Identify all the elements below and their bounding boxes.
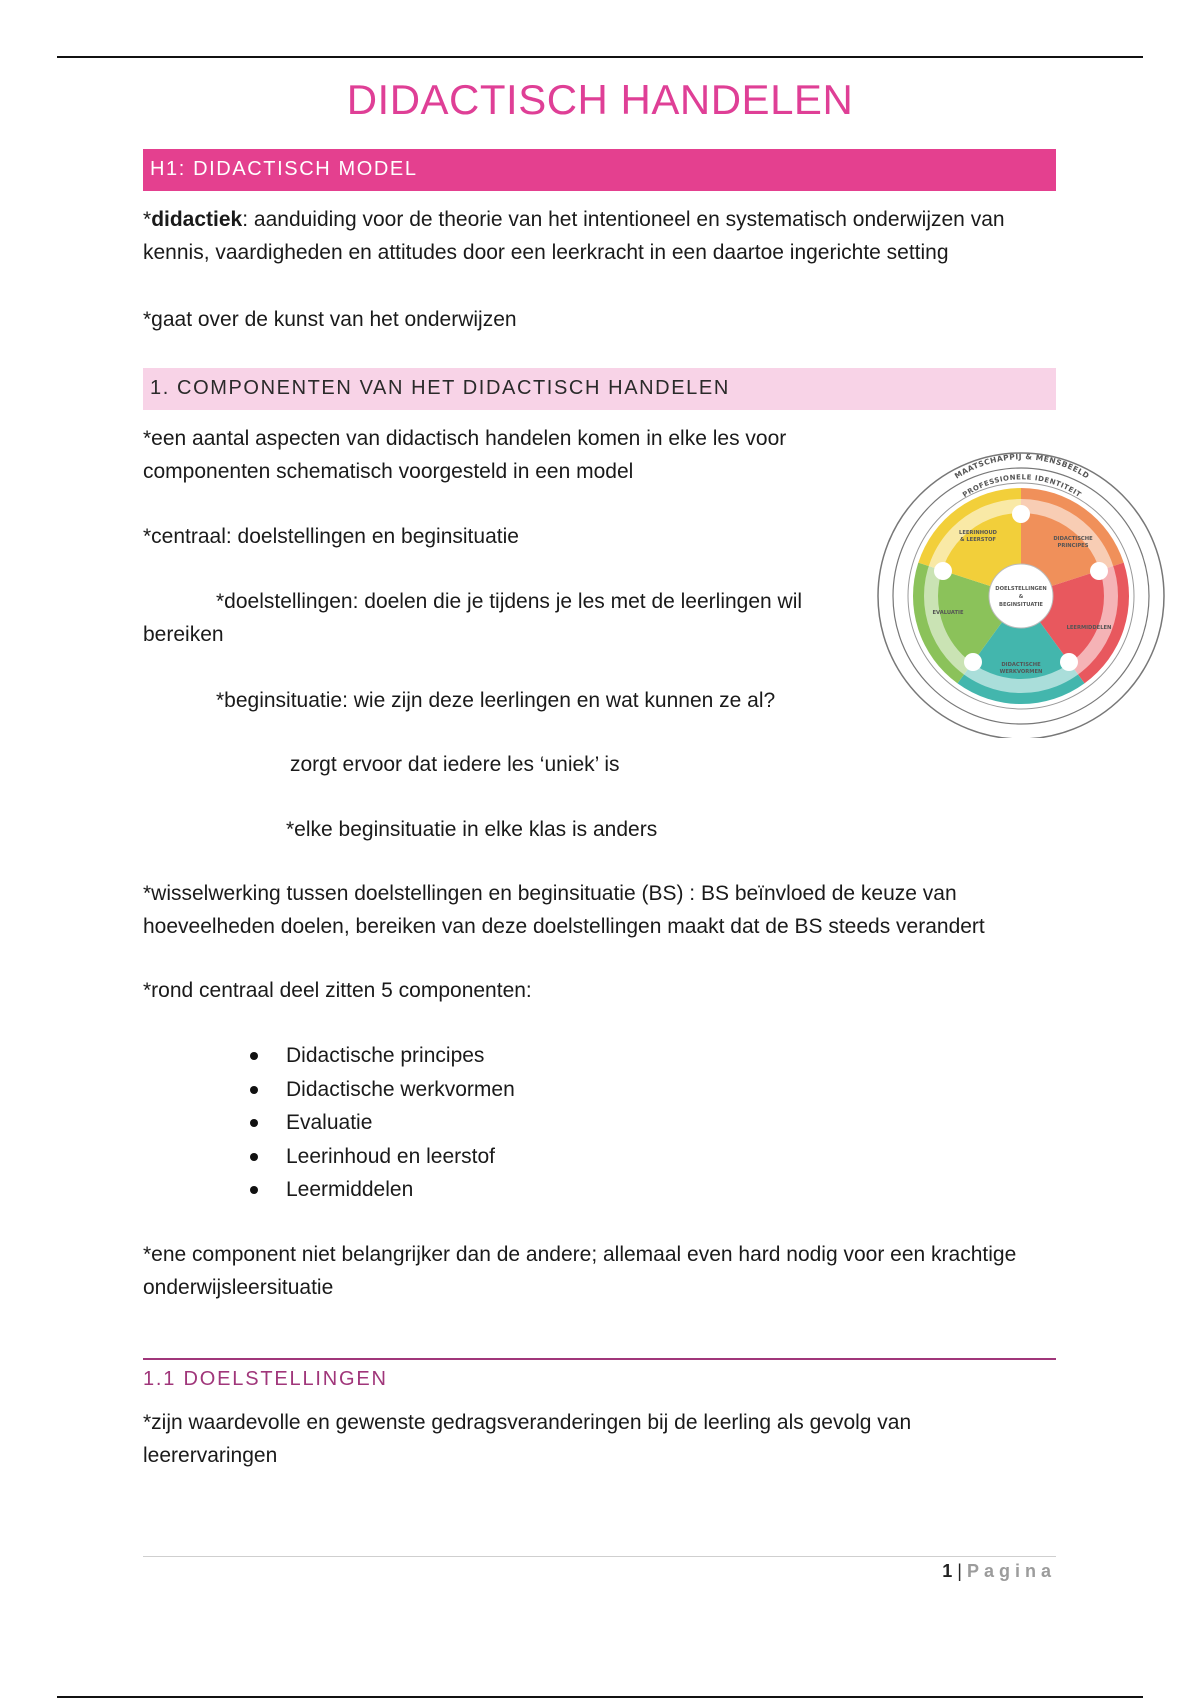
section-heading-components: 1. COMPONENTEN VAN HET DIDACTISCH HANDELEN [143,368,1056,410]
list-item: Evaluatie [238,1106,515,1140]
components-list [238,1039,515,1207]
definition-star: * [143,208,152,231]
page-number-value: 1 [942,1561,953,1581]
doelstellingen-paragraph-cont: bereiken [143,623,224,646]
bottom-rule [57,1696,1143,1698]
segment-label-leerinhoud-2: & LEERSTOF [960,537,996,543]
definition-text: : aanduiding voor de theorie van het intentioneel en systematisch onderwijzen van kennis, vaardigheden en attitudes door een leerkracht in een daartoe ingerichte setting [143,208,1005,264]
didactiek-definition [143,203,1063,269]
didactic-model-figure [873,448,1169,738]
page-number-separator: | [952,1561,967,1581]
subsection-heading-doelstellingen: 1.1 DOELSTELLINGEN [143,1358,1056,1391]
segment-label-werkvormen-2: WERKVORMEN [999,669,1043,675]
central-paragraph: *centraal: doelstellingen en beginsituatie [143,525,519,548]
list-item: Didactische principes [238,1039,515,1073]
segment-label-evaluatie: EVALUATIE [932,610,964,616]
list-item: Leermiddelen [238,1173,515,1207]
segment-label-principes-1: DIDACTISCHE [1053,536,1093,542]
interaction-paragraph: *wisselwerking tussen doelstellingen en beginsituatie (BS) : BS beïnvloed de keuze van hoeveelheden doelen, bereiken van deze doelstellingen maakt dat de BS steeds verandert [143,882,985,938]
list-item: Didactische werkvormen [238,1073,515,1107]
klas-paragraph: *elke beginsituatie in elke klas is anders [286,818,658,841]
page-number-word: Pagina [966,1561,1056,1581]
unique-paragraph: zorgt ervoor dat iedere les ‘uniek’ is [290,753,620,776]
page-number [942,1561,1056,1582]
center-label-amp: & [1018,594,1024,600]
list-item: Leerinhoud en leerstof [238,1140,515,1174]
beginsituatie-paragraph: *beginsituatie: wie zijn deze leerlingen en wat kunnen ze al? [216,689,776,712]
center-label-2: BEGINSITUATIE [999,602,1043,608]
doelstellingen-paragraph: *doelstellingen: doelen die je tijdens je les met de leerlingen wil [216,590,803,613]
aspects-paragraph: *een aantal aspecten van didactisch handelen komen in elke les voor componenten schematisch voorgesteld in een model [143,427,787,483]
outer-ring-label: MAATSCHAPPIJ & MENSBEELD [952,452,1092,481]
definition-term: didactiek [151,208,243,231]
middle-ring-label: PROFESSIONELE IDENTITEIT [961,473,1083,500]
segment-label-principes-2: PRINCIPES [1057,543,1089,549]
segment-label-werkvormen-1: DIDACTISCHE [1001,662,1041,668]
chapter-heading: H1: DIDACTISCH MODEL [143,149,1056,191]
top-rule [57,56,1143,58]
segment-label-leermiddelen: LEERMIDDELEN [1066,625,1112,631]
components-intro: *rond centraal deel zitten 5 componenten: [143,979,532,1002]
didactic-model-svg [873,448,1169,738]
document-title: DIDACTISCH HANDELEN [346,76,854,123]
equal-importance-paragraph: *ene component niet belangrijker dan de andere; allemaal even hard nodig voor een krachtige onderwijsleersituatie [143,1243,1017,1299]
center-label-1: DOELSTELLINGEN [995,586,1047,592]
footer-rule [143,1556,1056,1557]
art-paragraph: *gaat over de kunst van het onderwijzen [143,308,517,331]
doelstellingen-definition: *zijn waardevolle en gewenste gedragsveranderingen bij de leerling als gevolg van leerervaringen [143,1411,912,1467]
segment-label-leerinhoud-1: LEERINHOUD [959,530,997,536]
